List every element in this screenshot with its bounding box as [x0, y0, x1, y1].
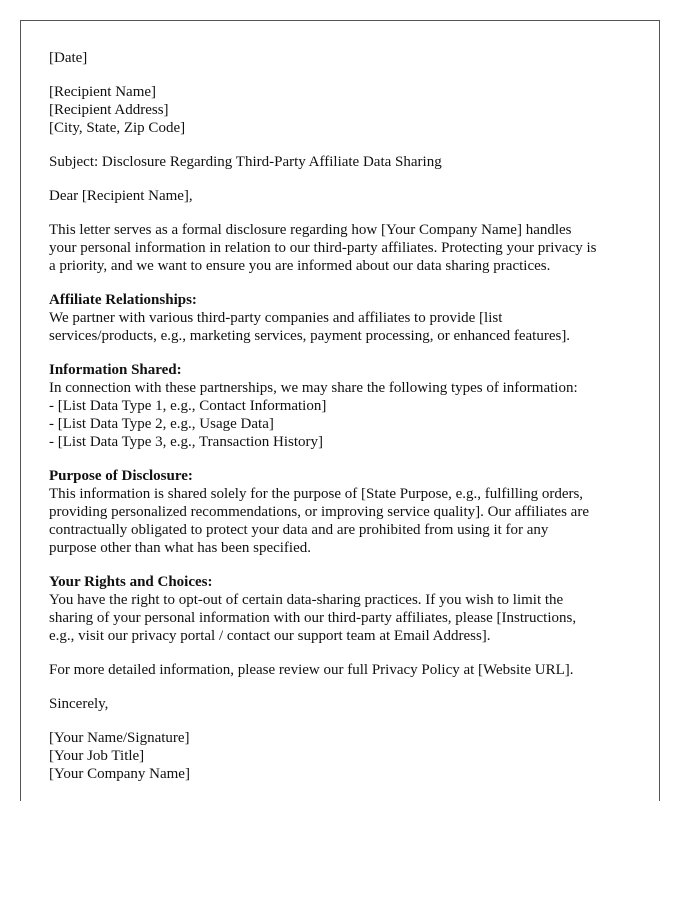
recipient-address: [Recipient Address]	[49, 102, 169, 118]
section-heading: Affiliate Relationships:	[49, 292, 197, 308]
section-information-shared	[49, 361, 659, 451]
recipient-block	[49, 83, 659, 137]
text-line: services/products, e.g., marketing services, payment processing, or enhanced features].	[49, 328, 571, 344]
signature-block	[49, 729, 659, 783]
text-line: purpose other than what has been specified.	[49, 540, 311, 556]
text-line: This letter serves as a formal disclosure regarding how [Your Company Name] handles	[49, 222, 572, 238]
closing: Sincerely,	[49, 696, 109, 712]
section-rights	[49, 573, 659, 645]
signature-company: [Your Company Name]	[49, 766, 190, 782]
text-line: your personal information in relation to our third-party affiliates. Protecting your privacy is	[49, 240, 597, 256]
section-affiliate-relationships	[49, 291, 659, 345]
text-line: You have the right to opt-out of certain data-sharing practices. If you wish to limit the	[49, 592, 564, 608]
text-line: a priority, and we want to ensure you are informed about our data sharing practices.	[49, 258, 551, 274]
section-heading: Your Rights and Choices:	[49, 574, 213, 590]
text-line: In connection with these partnerships, we may share the following types of information:	[49, 380, 578, 396]
list-item: - [List Data Type 3, e.g., Transaction History]	[49, 434, 324, 450]
section-purpose	[49, 467, 659, 557]
signature-name: [Your Name/Signature]	[49, 730, 190, 746]
more-info: For more detailed information, please review our full Privacy Policy at [Website URL].	[49, 662, 574, 678]
salutation: Dear [Recipient Name],	[49, 188, 193, 204]
recipient-city: [City, State, Zip Code]	[49, 120, 186, 136]
subject-line: Subject: Disclosure Regarding Third-Party Affiliate Data Sharing	[49, 154, 442, 170]
letter-page	[20, 20, 660, 801]
section-heading: Purpose of Disclosure:	[49, 468, 193, 484]
section-heading: Information Shared:	[49, 362, 182, 378]
recipient-name: [Recipient Name]	[49, 84, 157, 100]
intro-paragraph	[49, 221, 659, 275]
text-line: We partner with various third-party companies and affiliates to provide [list	[49, 310, 503, 326]
text-line: providing personalized recommendations, or improving service quality]. Our affiliates are	[49, 504, 589, 520]
list-item: - [List Data Type 1, e.g., Contact Information]	[49, 398, 327, 414]
text-line: This information is shared solely for the purpose of [State Purpose, e.g., fulfilling orders,	[49, 486, 584, 502]
list-item: - [List Data Type 2, e.g., Usage Data]	[49, 416, 274, 432]
text-line: e.g., visit our privacy portal / contact our support team at Email Address].	[49, 628, 491, 644]
text-line: sharing of your personal information with our third-party affiliates, please [Instructions,	[49, 610, 577, 626]
signature-title: [Your Job Title]	[49, 748, 145, 764]
date: [Date]	[49, 50, 88, 66]
text-line: contractually obligated to protect your data and are prohibited from using it for any	[49, 522, 549, 538]
